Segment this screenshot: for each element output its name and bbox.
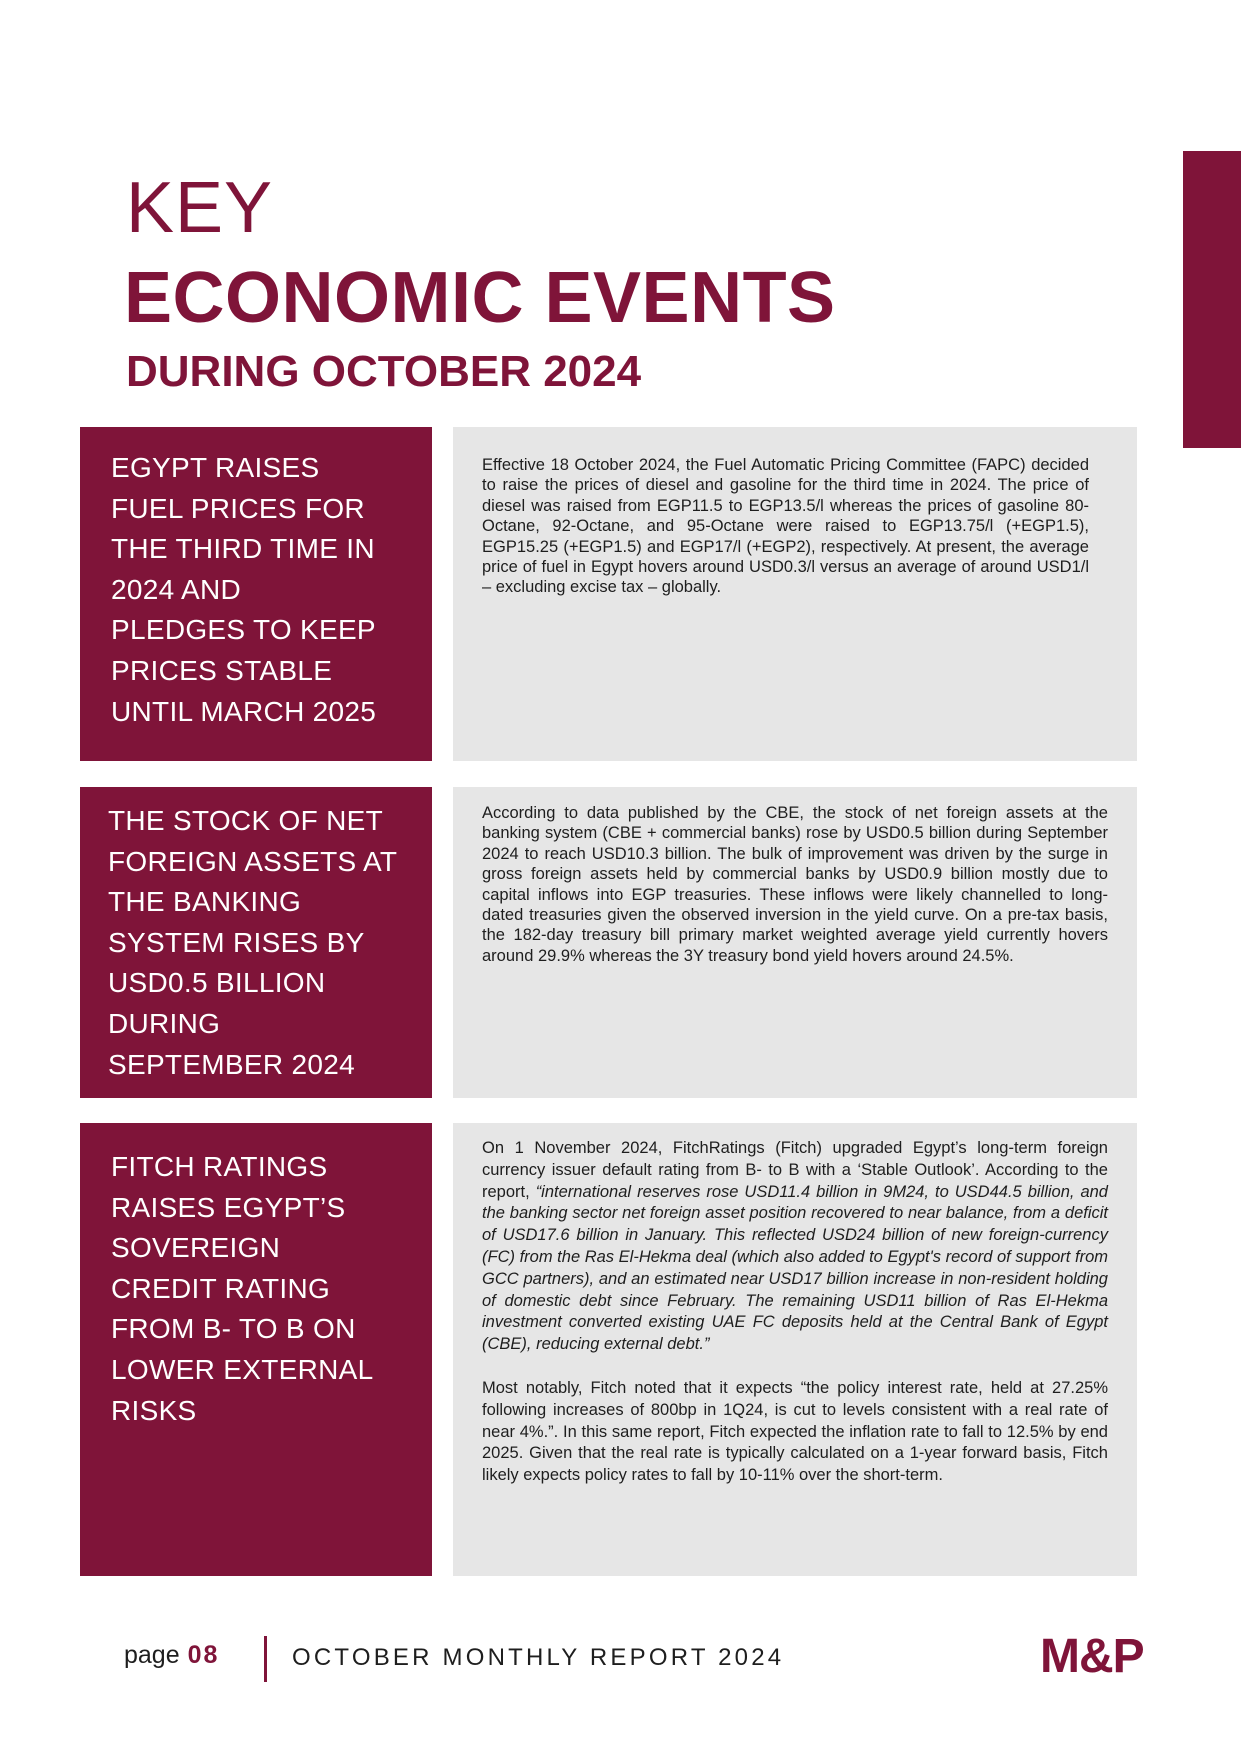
event-2-body: According to data published by the CBE, the stock of net foreign assets at the banking system (CBE + commercial banks) rose by USD0.5 billion during September 2024 to reach USD10.3 billion. The bulk of improvement was driven by the surge in gross foreign assets held by commercial banks by USD0.9 billion mostly due to capital inflows into EGP treasuries. These inflows were likely channelled to long-dated treasuries given the observed inversion in the yield curve. On a pre-tax basis, the 182-day treasury bill primary market weighted average yield currently hovers around 29.9% whereas the 3Y treasury bond yield hovers around 24.5%. [482, 804, 1108, 965]
side-accent-tab [1183, 151, 1241, 448]
event-3-paragraph-1 [482, 1138, 1108, 1356]
event-3-intro: On 1 November 2024, FitchRatings (Fitch) upgraded Egypt’s long-term foreign currency issuer default rating from B- to B with a ‘Stable Outlook’. According to the report, [482, 1139, 1108, 1201]
title-line-2: ECONOMIC EVENTS [124, 258, 836, 338]
event-1-heading-box [80, 427, 432, 761]
page-number: 08 [187, 1641, 220, 1669]
event-2-text-box [453, 787, 1137, 1098]
title-line-3: DURING OCTOBER 2024 [126, 347, 642, 396]
event-3-heading: FITCH RATINGS RAISES EGYPT’S SOVEREIGN CREDIT RATING FROM B- TO B ON LOWER EXTERNAL RISKS [111, 1151, 374, 1426]
event-2-heading: THE STOCK OF NET FOREIGN ASSETS AT THE BANKING SYSTEM RISES BY USD0.5 BILLION DURING SEPTEMBER 2024 [108, 805, 398, 1080]
event-1-text-box [453, 427, 1137, 761]
page-label: page [124, 1641, 180, 1669]
event-3-heading-box [80, 1123, 432, 1576]
event-1-body: Effective 18 October 2024, the Fuel Automatic Pricing Committee (FAPC) decided to raise the prices of diesel and gasoline for the third time in 2024. The price of diesel was raised from EGP11.5 to EGP13.5/l whereas the prices of gasoline 80-Octane, 92-Octane, and 95-Octane were raised to EGP13.75/l (+EGP1.5), EGP15.25 (+EGP1.5) and EGP17/l (+EGP2), respectively. At present, the average price of fuel in Egypt hovers around USD0.3/l versus an average of around USD1/l – excluding excise tax – globally. [482, 456, 1089, 597]
page-indicator [124, 1641, 219, 1670]
event-3-fitch-quote: “international reserves rose USD11.4 billion in 9M24, to USD44.5 billion, and the banking sector net foreign asset position recovered to near balance, from a deficit of USD17.6 billion in January. This reflected USD24 billion of new foreign-currency (FC) from the Ras El-Hekma deal (which also added to Egypt's record of support from GCC partners), and an estimated near USD17 billion increase in non-resident holding of domestic debt since February. The remaining USD11 billion of Ras El-Hekma investment converted existing UAE FC deposits held at the Central Bank of Egypt (CBE), reducing external debt.” [482, 1182, 1108, 1354]
event-2-heading-box [80, 787, 432, 1098]
event-3-paragraph-2: Most notably, Fitch noted that it expects “the policy interest rate, held at 27.25% following increases of 800bp in 1Q24, is cut to levels consistent with a real rate of near 4%.”. In this same report, Fitch expected the inflation rate to fall to 12.5% by end 2025. Given that the real rate is typically calculated on a 1-year forward basis, Fitch likely expects policy rates to fall by 10-11% over the short-term. [482, 1378, 1108, 1485]
event-3-text-box [453, 1123, 1137, 1576]
event-1-heading: EGYPT RAISES FUEL PRICES FOR THE THIRD TIME IN 2024 AND PLEDGES TO KEEP PRICES STABLE UNTIL MARCH 2025 [111, 452, 377, 727]
footer-divider [264, 1636, 267, 1682]
title-line-1: KEY [126, 168, 274, 248]
mp-logo: M&P [1040, 1630, 1144, 1683]
report-title: OCTOBER MONTHLY REPORT 2024 [292, 1644, 785, 1671]
